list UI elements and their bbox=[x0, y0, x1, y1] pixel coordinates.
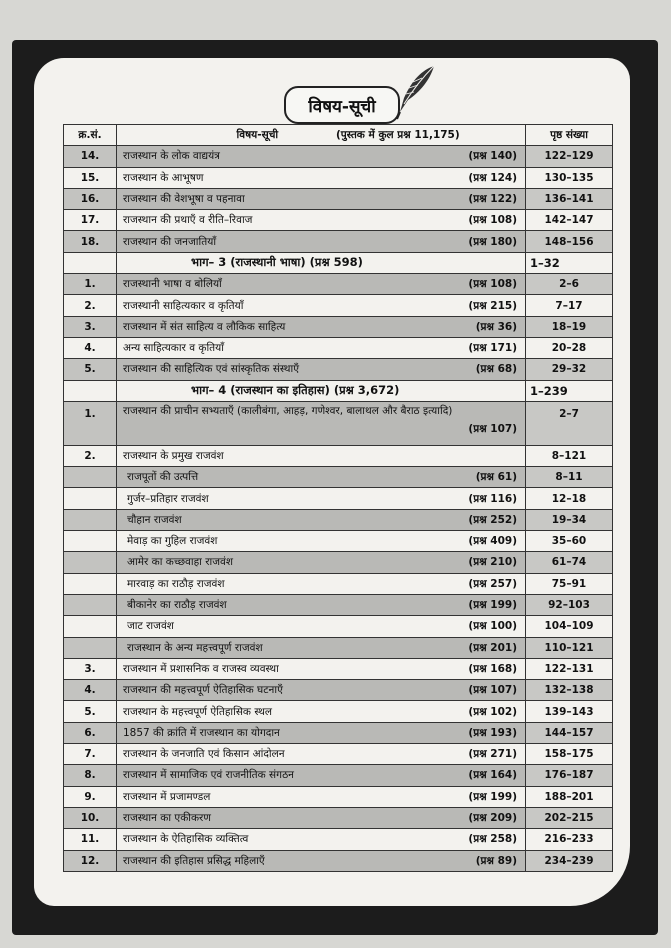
row-title bbox=[117, 744, 526, 765]
row-page-range: 136–141 bbox=[526, 188, 613, 209]
row-serial bbox=[64, 467, 117, 488]
row-title-text: राजस्थानी भाषा व बोलियाँ bbox=[123, 278, 222, 291]
table-row bbox=[64, 552, 613, 573]
header-subject-label: विषय-सूची bbox=[236, 129, 279, 142]
row-page-range: 104–109 bbox=[526, 616, 613, 637]
header-total-note: (पुस्तक में कुल प्रश्न 11,175) bbox=[335, 129, 460, 142]
row-title bbox=[117, 807, 526, 828]
row-title bbox=[117, 401, 526, 445]
row-title-text: मेवाड़ का गुहिल राजवंश bbox=[127, 535, 218, 548]
section-row bbox=[64, 380, 613, 401]
row-title bbox=[117, 531, 526, 552]
row-question-count: (प्रश्न 271) bbox=[468, 748, 517, 761]
row-title bbox=[117, 445, 526, 466]
row-title-text: राजस्थान में संत साहित्य व लौकिक साहित्य bbox=[123, 320, 286, 333]
row-title bbox=[117, 552, 526, 573]
row-question-count: (प्रश्न 68) bbox=[475, 363, 517, 376]
table-row bbox=[64, 188, 613, 209]
row-title-text: चौहान राजवंश bbox=[127, 513, 182, 526]
section-page-range: 1–32 bbox=[526, 252, 613, 273]
row-page-range: 158–175 bbox=[526, 744, 613, 765]
row-question-count: (प्रश्न 61) bbox=[475, 471, 517, 484]
row-question-count: (प्रश्न 171) bbox=[468, 342, 517, 355]
row-title-text: राजस्थान के आभूषण bbox=[123, 171, 204, 184]
row-serial: 1. bbox=[64, 274, 117, 295]
table-row bbox=[64, 509, 613, 530]
table-row bbox=[64, 146, 613, 167]
row-page-range: 148–156 bbox=[526, 231, 613, 252]
row-serial: 7. bbox=[64, 744, 117, 765]
row-page-range: 29–32 bbox=[526, 359, 613, 380]
row-question-count: (प्रश्न 102) bbox=[468, 705, 517, 718]
row-page-range: 19–34 bbox=[526, 509, 613, 530]
row-title bbox=[117, 680, 526, 701]
table-row bbox=[64, 210, 613, 231]
row-page-range: 35–60 bbox=[526, 531, 613, 552]
row-title bbox=[117, 637, 526, 658]
row-title bbox=[117, 509, 526, 530]
row-serial: 2. bbox=[64, 445, 117, 466]
row-serial: 10. bbox=[64, 807, 117, 828]
row-serial bbox=[64, 552, 117, 573]
row-question-count: (प्रश्न 108) bbox=[468, 278, 517, 291]
row-serial: 2. bbox=[64, 295, 117, 316]
table-row bbox=[64, 616, 613, 637]
table-row bbox=[64, 295, 613, 316]
table-row bbox=[64, 744, 613, 765]
row-question-count: (प्रश्न 108) bbox=[468, 214, 517, 227]
section-label bbox=[117, 380, 526, 401]
row-question-count: (प्रश्न 116) bbox=[468, 492, 517, 505]
row-title-text: राजस्थान के महत्त्वपूर्ण ऐतिहासिक स्थल bbox=[123, 705, 273, 718]
row-page-range: 75–91 bbox=[526, 573, 613, 594]
row-title bbox=[117, 786, 526, 807]
row-title-text: राजस्थान की साहित्यिक एवं सांस्कृतिक संस्थाएँ bbox=[123, 363, 300, 376]
row-serial: 12. bbox=[64, 850, 117, 871]
row-title-text: 1857 की क्रांति में राजस्थान का योगदान bbox=[123, 726, 280, 739]
page-title: विषय-सूची bbox=[308, 96, 376, 117]
row-question-count: (प्रश्न 140) bbox=[468, 150, 517, 163]
contents-table bbox=[63, 124, 613, 872]
header-subject bbox=[117, 125, 526, 146]
row-serial: 16. bbox=[64, 188, 117, 209]
row-question-count: (प्रश्न 193) bbox=[468, 726, 517, 739]
row-title-text: राजस्थान में सामाजिक एवं राजनीतिक संगठन bbox=[123, 769, 294, 782]
row-serial bbox=[64, 616, 117, 637]
row-title-text: राजस्थान की प्रथाएँ व रीति–रिवाज bbox=[123, 214, 253, 227]
row-serial: 3. bbox=[64, 658, 117, 679]
row-question-count: (प्रश्न 180) bbox=[468, 235, 517, 248]
row-question-count: (प्रश्न 201) bbox=[468, 641, 517, 654]
table-row bbox=[64, 467, 613, 488]
row-page-range: 2–7 bbox=[526, 401, 613, 445]
row-question-count: (प्रश्न 164) bbox=[468, 769, 517, 782]
row-serial: 5. bbox=[64, 701, 117, 722]
row-page-range: 8–121 bbox=[526, 445, 613, 466]
row-serial: 6. bbox=[64, 722, 117, 743]
row-title-text: राजस्थान के लोक वाद्ययंत्र bbox=[123, 150, 220, 163]
row-title bbox=[117, 488, 526, 509]
row-page-range: 122–129 bbox=[526, 146, 613, 167]
row-title bbox=[117, 295, 526, 316]
row-serial bbox=[64, 380, 117, 401]
row-serial bbox=[64, 573, 117, 594]
row-question-count: (प्रश्न 252) bbox=[468, 513, 517, 526]
row-page-range: 61–74 bbox=[526, 552, 613, 573]
row-question-count: (प्रश्न 107) bbox=[468, 684, 517, 697]
row-serial: 5. bbox=[64, 359, 117, 380]
row-serial bbox=[64, 488, 117, 509]
row-title-text: राजस्थान में प्रजामण्डल bbox=[123, 790, 211, 803]
row-serial: 14. bbox=[64, 146, 117, 167]
table-row bbox=[64, 445, 613, 466]
table-row bbox=[64, 850, 613, 871]
row-title-text: राजपूतों की उत्पत्ति bbox=[127, 471, 199, 484]
row-title-text: राजस्थान की इतिहास प्रसिद्ध महिलाएँ bbox=[123, 854, 265, 867]
row-serial: 8. bbox=[64, 765, 117, 786]
row-serial bbox=[64, 637, 117, 658]
header-page: पृष्ठ संख्या bbox=[526, 125, 613, 146]
row-title bbox=[117, 850, 526, 871]
table-row bbox=[64, 337, 613, 358]
row-question-count: (प्रश्न 36) bbox=[475, 320, 517, 333]
row-title bbox=[117, 573, 526, 594]
row-page-range: 130–135 bbox=[526, 167, 613, 188]
row-page-range: 234–239 bbox=[526, 850, 613, 871]
row-serial: 11. bbox=[64, 829, 117, 850]
table-row bbox=[64, 274, 613, 295]
row-title bbox=[117, 765, 526, 786]
row-title bbox=[117, 722, 526, 743]
row-page-range: 92–103 bbox=[526, 594, 613, 615]
section-label bbox=[117, 252, 526, 273]
row-title-text: राजस्थान के प्रमुख राजवंश bbox=[123, 450, 224, 462]
row-title-text: आमेर का कच्छवाहा राजवंश bbox=[127, 556, 234, 569]
table-row bbox=[64, 658, 613, 679]
row-title-text: राजस्थान में प्रशासनिक व राजस्व व्यवस्था bbox=[123, 662, 279, 675]
row-question-count: (प्रश्न 409) bbox=[468, 535, 517, 548]
section-row bbox=[64, 252, 613, 273]
row-page-range: 20–28 bbox=[526, 337, 613, 358]
quill-pen-icon bbox=[394, 64, 436, 120]
row-question-count: (प्रश्न 199) bbox=[468, 599, 517, 612]
row-title bbox=[117, 210, 526, 231]
table-row bbox=[64, 786, 613, 807]
row-serial bbox=[64, 509, 117, 530]
row-serial: 1. bbox=[64, 401, 117, 445]
row-title-text: मारवाड़ का राठौड़ राजवंश bbox=[127, 577, 225, 590]
row-title bbox=[117, 829, 526, 850]
section-label-text: भाग– 4 (राजस्थान का इतिहास) (प्रश्न 3,672) bbox=[191, 383, 400, 398]
row-page-range: 2–6 bbox=[526, 274, 613, 295]
row-title bbox=[117, 359, 526, 380]
row-title bbox=[117, 167, 526, 188]
row-serial bbox=[64, 594, 117, 615]
row-page-range: 18–19 bbox=[526, 316, 613, 337]
table-row bbox=[64, 401, 613, 445]
table-row bbox=[64, 573, 613, 594]
row-page-range: 139–143 bbox=[526, 701, 613, 722]
row-page-range: 202–215 bbox=[526, 807, 613, 828]
section-label-text: भाग– 3 (राजस्थानी भाषा) (प्रश्न 598) bbox=[191, 255, 363, 270]
row-question-count: (प्रश्न 122) bbox=[468, 193, 517, 206]
row-title-text: राजस्थान की जनजातियाँ bbox=[123, 235, 217, 248]
row-title-text: बीकानेर का राठौड़ राजवंश bbox=[127, 599, 227, 612]
table-row bbox=[64, 167, 613, 188]
section-page-range: 1–239 bbox=[526, 380, 613, 401]
row-title-text: राजस्थान की प्राचीन सभ्यताएँ (कालीबंगा, आहड़, गणेश्वर, बालाथल और बैराठ इत्यादि) bbox=[123, 404, 453, 417]
row-page-range: 122–131 bbox=[526, 658, 613, 679]
row-question-count: (प्रश्न 100) bbox=[468, 620, 517, 633]
row-serial: 4. bbox=[64, 680, 117, 701]
row-serial bbox=[64, 252, 117, 273]
row-title-text: गुर्जर–प्रतिहार राजवंश bbox=[127, 492, 209, 505]
table-header-row bbox=[64, 125, 613, 146]
row-page-range: 144–157 bbox=[526, 722, 613, 743]
row-question-count: (प्रश्न 257) bbox=[468, 577, 517, 590]
row-title bbox=[117, 146, 526, 167]
row-title-text: राजस्थान के ऐतिहासिक व्यक्तित्व bbox=[123, 833, 249, 846]
row-serial: 17. bbox=[64, 210, 117, 231]
row-question-count: (प्रश्न 199) bbox=[468, 790, 517, 803]
row-question-count: (प्रश्न 258) bbox=[468, 833, 517, 846]
row-title-text: अन्य साहित्यकार व कृतियाँ bbox=[123, 342, 224, 355]
row-question-count: (प्रश्न 124) bbox=[468, 171, 517, 184]
table-row bbox=[64, 231, 613, 252]
row-title bbox=[117, 467, 526, 488]
row-page-range: 188–201 bbox=[526, 786, 613, 807]
row-page-range: 176–187 bbox=[526, 765, 613, 786]
row-title-text: राजस्थान का एकीकरण bbox=[123, 812, 211, 825]
row-page-range: 132–138 bbox=[526, 680, 613, 701]
row-title bbox=[117, 616, 526, 637]
row-title bbox=[117, 274, 526, 295]
row-serial: 9. bbox=[64, 786, 117, 807]
row-title-text: राजस्थान की वेशभूषा व पहनावा bbox=[123, 193, 245, 206]
row-title-text: राजस्थान की महत्त्वपूर्ण ऐतिहासिक घटनाएँ bbox=[123, 684, 283, 697]
row-question-count: (प्रश्न 215) bbox=[468, 299, 517, 312]
row-title bbox=[117, 594, 526, 615]
row-page-range: 12–18 bbox=[526, 488, 613, 509]
row-serial: 4. bbox=[64, 337, 117, 358]
table-row bbox=[64, 488, 613, 509]
header-serial: क्र.सं. bbox=[64, 125, 117, 146]
table-row bbox=[64, 594, 613, 615]
table-row bbox=[64, 722, 613, 743]
table-row bbox=[64, 765, 613, 786]
table-row bbox=[64, 359, 613, 380]
row-page-range: 216–233 bbox=[526, 829, 613, 850]
row-title-text: राजस्थान के जनजाति एवं किसान आंदोलन bbox=[123, 748, 285, 761]
row-title bbox=[117, 337, 526, 358]
row-title-text: राजस्थानी साहित्यकार व कृतियाँ bbox=[123, 299, 244, 312]
table-row bbox=[64, 807, 613, 828]
row-question-count: (प्रश्न 89) bbox=[475, 854, 517, 867]
row-question-count: (प्रश्न 210) bbox=[468, 556, 517, 569]
row-serial: 3. bbox=[64, 316, 117, 337]
row-title bbox=[117, 701, 526, 722]
table-row bbox=[64, 316, 613, 337]
row-question-count: (प्रश्न 209) bbox=[468, 812, 517, 825]
row-title bbox=[117, 658, 526, 679]
contents-body bbox=[64, 146, 613, 872]
table-row bbox=[64, 829, 613, 850]
row-page-range: 7–17 bbox=[526, 295, 613, 316]
row-serial: 18. bbox=[64, 231, 117, 252]
title-box bbox=[284, 86, 400, 124]
row-page-range: 110–121 bbox=[526, 637, 613, 658]
row-serial bbox=[64, 531, 117, 552]
row-question-count: (प्रश्न 107) bbox=[468, 422, 517, 435]
table-row bbox=[64, 680, 613, 701]
row-title-text: जाट राजवंश bbox=[127, 620, 174, 633]
row-title bbox=[117, 231, 526, 252]
table-row bbox=[64, 637, 613, 658]
row-serial: 15. bbox=[64, 167, 117, 188]
row-question-count: (प्रश्न 168) bbox=[468, 662, 517, 675]
row-page-range: 8–11 bbox=[526, 467, 613, 488]
table-row bbox=[64, 701, 613, 722]
row-title-text: राजस्थान के अन्य महत्त्वपूर्ण राजवंश bbox=[127, 641, 263, 654]
row-title bbox=[117, 188, 526, 209]
row-title bbox=[117, 316, 526, 337]
row-page-range: 142–147 bbox=[526, 210, 613, 231]
table-row bbox=[64, 531, 613, 552]
